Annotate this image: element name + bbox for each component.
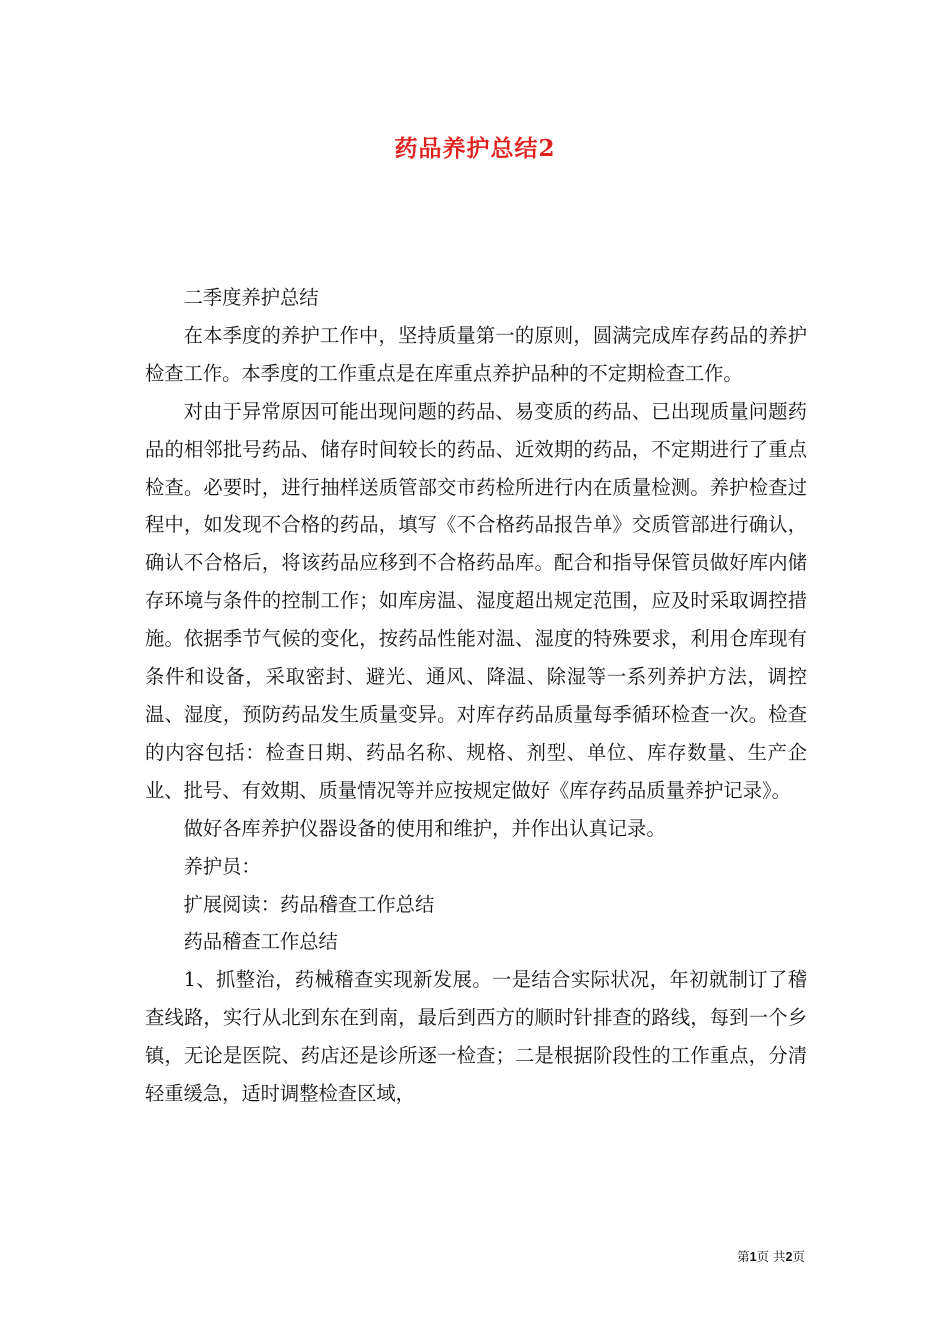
signature-line: 养护员： <box>183 854 261 878</box>
document-body <box>145 279 807 1113</box>
section-heading: 二季度养护总结 <box>183 286 319 309</box>
footer-prefix: 第 <box>737 1249 750 1264</box>
paragraph: 1、抓整治，药械稽查实现新发展。一是结合实际状况，年初就制订了稽查线路，实行从北到东在到南，最后到西方的顺时针排查的路线，每到一个乡镇，无论是医院、药店还是诊所逐一检查；二是根据阶段性的工作重点，分清轻重缓急，适时调整检查区域， <box>145 968 807 1106</box>
total-pages-number: 2 <box>785 1250 793 1264</box>
footer-suffix: 页 <box>792 1249 805 1264</box>
current-page-number: 1 <box>749 1250 757 1264</box>
paragraph: 对由于异常原因可能出现问题的药品、易变质的药品、已出现质量问题药品的相邻批号药品、储存时间较长的药品、近效期的药品，不定期进行了重点检查。必要时，进行抽样送质管部交市药检所进行内在质量检测。养护检查过程中，如发现不合格的药品，填写《不合格药品报告单》交质管部进行确认，确认不合格后，将该药品应移到不合格药品库。配合和指导保管员做好库内储存环境与条件的控制工作；如库房温、湿度超出规定范围，应及时采取调控措施。依据季节气候的变化，按药品性能对温、湿度的特殊要求，利用仓库现有条件和设备，采取密封、避光、通风、降温、除湿等一系列养护方法，调控温、湿度，预防药品发生质量变异。对库存药品质量每季循环检查一次。检查的内容包括：检查日期、药品名称、规格、剂型、单位、库存数量、生产企业、批号、有效期、质量情况等并应按规定做好《库存药品质量养护记录》。 <box>145 399 807 802</box>
document-title: 药品养护总结2 <box>394 135 556 162</box>
paragraph: 在本季度的养护工作中，坚持质量第一的原则，圆满完成库存药品的养护检查工作。本季度的工作重点是在库重点养护品种的不定期检查工作。 <box>145 323 807 385</box>
footer-middle: 页 共 <box>756 1249 786 1264</box>
paragraph: 做好各库养护仪器设备的使用和维护，并作出认真记录。 <box>183 816 666 840</box>
page-footer <box>737 1249 805 1265</box>
section-heading: 药品稽查工作总结 <box>183 930 338 954</box>
extended-reading-line: 扩展阅读：药品稽查工作总结 <box>183 892 435 916</box>
